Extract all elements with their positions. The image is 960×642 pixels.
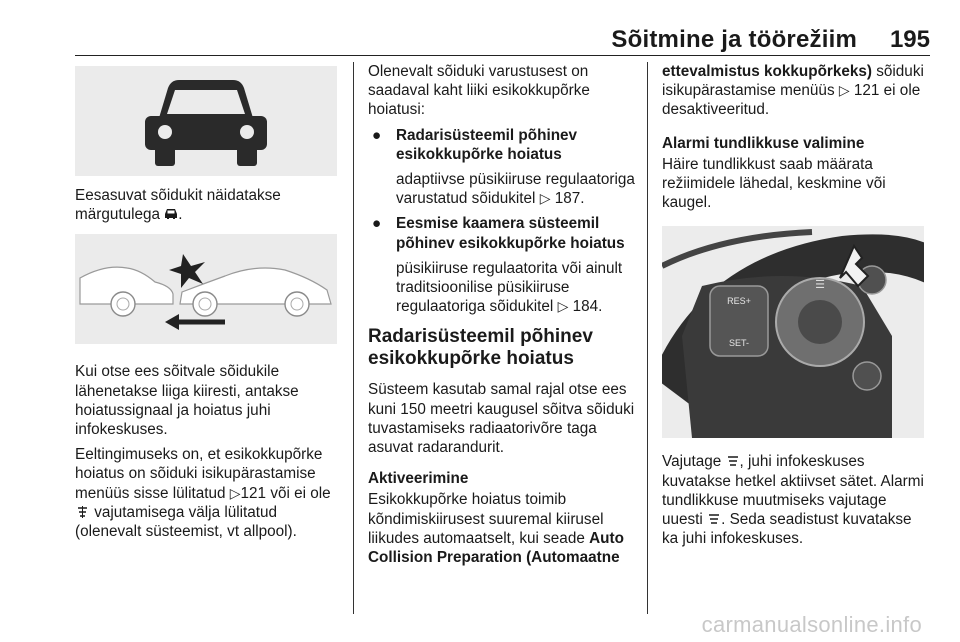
car-front-icon bbox=[164, 208, 178, 220]
instructions-text-c: . Seda seadistust kuvatakse ka juhi infokeskuses. bbox=[662, 511, 912, 548]
instructions-text-a: Vajutage bbox=[662, 453, 722, 471]
bullet-dot: ● bbox=[372, 215, 382, 233]
steering-wheel-icon bbox=[662, 226, 924, 438]
watermark: carmanualsonline.info bbox=[701, 612, 922, 637]
gap-distance-icon bbox=[75, 234, 337, 344]
activation-text: Esikokkupõrke hoiatus toimib kõndimiskiirusest suuremal kiirusel liikudes automaatselt, kui seade bbox=[368, 491, 604, 547]
paragraph-setting-continued bbox=[662, 62, 930, 120]
res-button-label: RES+ bbox=[727, 296, 751, 307]
bullet-radar-title: Radarisüsteemil põhinev esikokkupõrke hoiatus bbox=[396, 126, 578, 163]
sub-heading-activation: Aktiveerimine bbox=[368, 470, 469, 488]
precondition-text-b: või ei ole bbox=[270, 484, 331, 502]
reference-arrow-icon: ▷ bbox=[229, 484, 241, 501]
setting-page-ref: 121 bbox=[853, 82, 880, 100]
bullet-camera-desc: püsikiiruse regulaatorita või ainult traditsioonilise püsikiiruse regulaatoriga sõidukitel bbox=[396, 259, 623, 316]
paragraph-sensitivity: Häire tundlikkust saab määrata režiimidele lähedal, keskmine või kaugel. bbox=[662, 155, 886, 212]
svg-text:☰: ☰ bbox=[815, 279, 825, 292]
bullet-radar bbox=[368, 126, 640, 209]
paragraph-precondition bbox=[75, 445, 345, 541]
header-rule bbox=[75, 55, 930, 56]
gap-distance-icon bbox=[726, 455, 740, 467]
section-heading: Radarisüsteemil põhinev esikokkupõrke hoiatus bbox=[368, 326, 593, 370]
instructions-text-b: , juhi infokeskuses kuvatakse hetkel aktiivset sätet. Alarmi tundlikkuse muutmiseks vajutage uuesti bbox=[662, 453, 924, 529]
column-1 bbox=[75, 62, 345, 547]
bullet-camera-text bbox=[396, 259, 640, 317]
paragraph-radar-description: Süsteem kasutab samal rajal otse ees kuni 150 meetri kaugusel sõitva sõiduki tuvastamiseks radiaatorivõre taga asuvat radarandurit. bbox=[368, 381, 635, 457]
bullet-radar-desc: adaptiivse püsikiiruse regulaatoriga varustatud sõidukitel bbox=[396, 171, 635, 208]
bullet-radar-ref: 187. bbox=[554, 190, 585, 208]
precondition-text-c: vajutamisega välja lülitatud (olenevalt süsteemist, vt allpool). bbox=[75, 503, 297, 541]
paragraph-indicator bbox=[75, 186, 345, 224]
bullet-dot: ● bbox=[372, 126, 382, 144]
reference-arrow-icon: ▷ bbox=[557, 298, 569, 315]
paragraph-intro: Olenevalt sõiduki varustusest on saadaval kaht liiki esikokkupõrke hoiatusi: bbox=[368, 63, 590, 119]
setting-text-a: sõiduki isikupärastamise menüüs bbox=[662, 63, 924, 100]
gap-distance-icon bbox=[707, 513, 721, 525]
activation-setting-name: Auto Collision Preparation (Automaatne bbox=[368, 529, 624, 567]
column-3 bbox=[662, 62, 930, 554]
section-title: Sõitmine ja töörežiim bbox=[611, 26, 857, 53]
paragraph-indicator-text: Eesasuvat sõidukit näidatakse märgutulega bbox=[75, 187, 281, 224]
bullet-radar-text bbox=[396, 170, 640, 208]
precondition-text-a: Eeltingimuseks on, et esikokkupõrke hoiatus on sõiduki isikupärastamise menüüs sisse lülitatud bbox=[75, 446, 323, 502]
column-2 bbox=[368, 62, 640, 573]
page-header bbox=[0, 0, 960, 60]
setting-name-continued: ettevalmistus kokkupõrkeks) bbox=[662, 63, 872, 80]
car-front-icon bbox=[75, 66, 337, 176]
column-divider-2 bbox=[647, 62, 648, 614]
paragraph-instructions bbox=[662, 452, 930, 548]
reference-arrow-icon: ▷ bbox=[539, 190, 551, 207]
paragraph-warning: Kui otse ees sõitvale sõidukile lähenetakse liiga kiiresti, antakse hoiatussignaal ja hoiatus juhi infokeskuses. bbox=[75, 363, 299, 439]
page-number: 195 bbox=[889, 26, 930, 53]
precondition-page-ref: 121 bbox=[240, 484, 267, 502]
bullet-camera-ref: 184. bbox=[572, 298, 603, 316]
bullet-camera-title: Eesmise kaamera süsteemil põhinev esikokkupõrke hoiatus bbox=[396, 215, 625, 252]
paragraph-indicator-end: . bbox=[178, 206, 183, 224]
setting-text-b: ei ole desaktiveeritud. bbox=[662, 82, 921, 119]
gap-distance-icon bbox=[75, 506, 90, 518]
reference-arrow-icon: ▷ bbox=[838, 82, 850, 99]
column-divider-1 bbox=[353, 62, 354, 614]
set-button-label: SET- bbox=[728, 338, 750, 349]
bullet-camera bbox=[368, 214, 640, 316]
sub-heading-sensitivity: Alarmi tundlikkuse valimine bbox=[662, 134, 865, 152]
paragraph-activation bbox=[368, 490, 640, 567]
